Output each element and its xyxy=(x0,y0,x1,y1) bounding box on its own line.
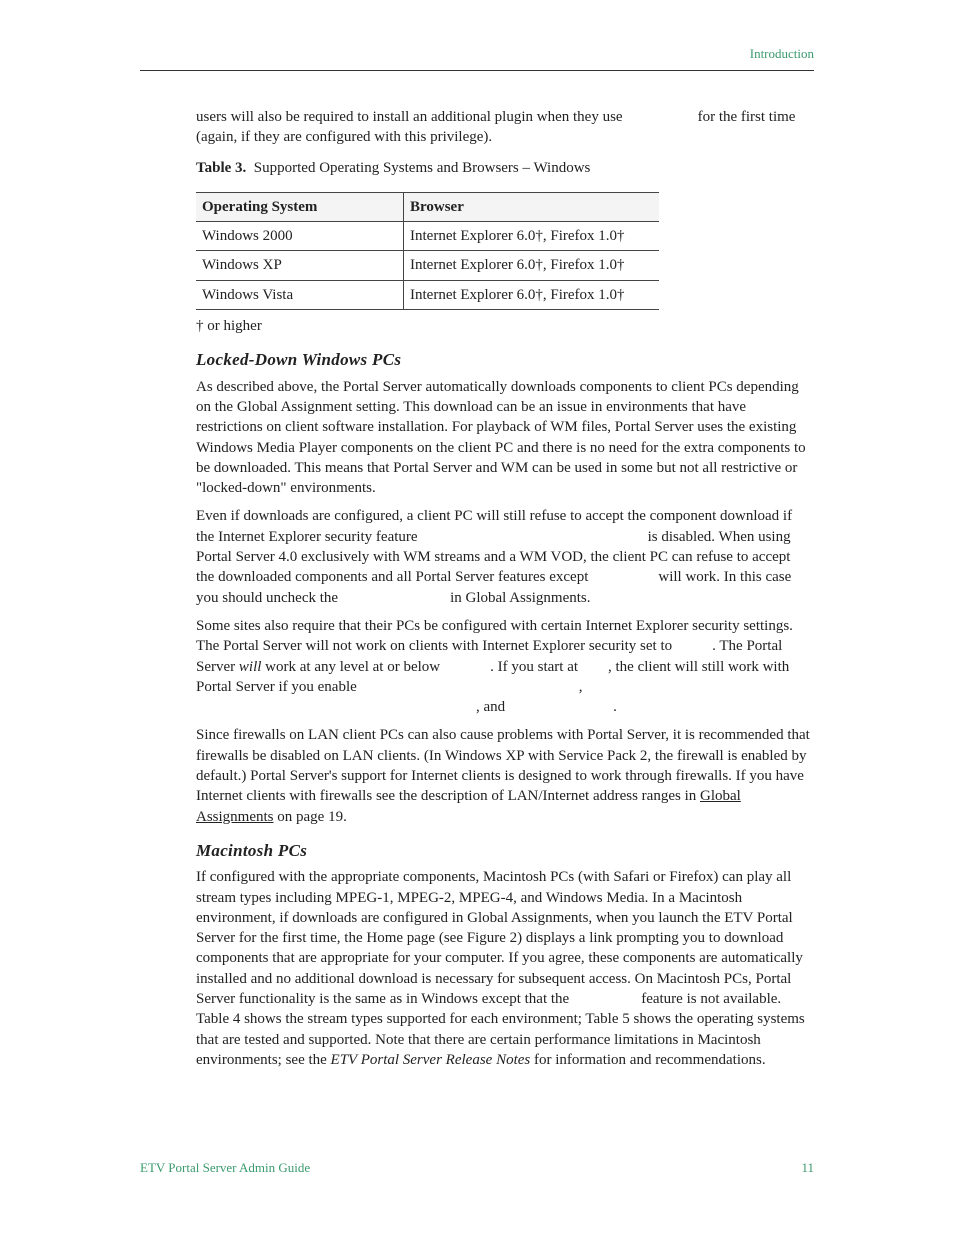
locked-p2-text-c: will work. In this case you should uncheck the xyxy=(196,569,792,606)
os-browser-table xyxy=(196,192,659,310)
locked-p2-text-d: in Global Assignments. xyxy=(450,589,591,606)
table-caption xyxy=(196,158,812,178)
locked-paragraph-4 xyxy=(196,725,812,826)
locked-p3-text-e: . If you start at xyxy=(490,658,579,675)
locked-p3-text-f: , the client will still work with Portal Server if you enable xyxy=(196,658,790,695)
mac-text-a: If configured with the appropriate components, Macintosh PCs (with Safari or Firefox) can play all stream types including MPEG-1, MPEG-2, MPEG-4, and Windows Media. In a Macintosh environment, if downloads are configured in Global Assignments, when you launch the ETV Portal Server for the first time, the Home page (see Figure 2) displays a link prompting you to download components that are appropriate for your computer. If you agree, these components are automatically installed and no additional download is necessary for subsequent access. On Macintosh PCs, Portal Server functionality is the same as in Windows except that the xyxy=(196,869,803,1007)
locked-p3-text-b: . The Portal Server xyxy=(196,638,783,675)
col-header-browser: Browser xyxy=(404,192,660,221)
locked-paragraph-1: As described above, the Portal Server automatically downloads components to client PCs depending on the Global Assignment setting. This download can be an issue in environments that have restrictions on client software installation. For playback of WM files, Portal Server uses the existing Windows Media Player components on the client PC and there is no need for the extra components to be downloaded. This means that Portal Server and WM can be used in some but not all restrictive or "locked-down" environments. xyxy=(196,378,806,497)
table-cell-browser: Internet Explorer 6.0†, Firefox 1.0† xyxy=(404,251,660,280)
locked-p2-text-a: Even if downloads are configured, a client PC will still refuse to accept the component download if the Internet Explorer security feature xyxy=(196,508,793,545)
page-number: 11 xyxy=(801,1160,814,1175)
col-header-os: Operating System xyxy=(196,192,404,221)
table-cell-os: Windows XP xyxy=(196,251,404,280)
table-cell-browser: Internet Explorer 6.0†, Firefox 1.0† xyxy=(404,280,660,309)
table-footnote: † or higher xyxy=(196,318,262,335)
locked-p3-text-a: Some sites also require that their PCs be configured with certain Internet Explorer security settings. The Portal Server will not work on clients with Internet Explorer security set to xyxy=(196,617,793,655)
locked-p4-text-b: on page 19. xyxy=(277,808,347,825)
locked-p3-text-g: , xyxy=(578,678,583,695)
locked-paragraph-2 xyxy=(196,506,812,607)
table-row xyxy=(196,280,659,309)
heading-locked-down: Locked-Down Windows PCs xyxy=(196,350,402,370)
locked-p3-emphasis: will xyxy=(238,658,262,675)
locked-p3-text-i: . xyxy=(613,699,617,716)
mac-paragraph xyxy=(196,867,812,1070)
release-notes-title: ETV Portal Server Release Notes xyxy=(330,1051,531,1068)
header-rule xyxy=(140,70,814,71)
locked-p2-text-b: is disabled. When using Portal Server 4.0 exclusively with WM streams and a WM VOD, the client PC can refuse to accept the downloaded components and all Portal Server features except xyxy=(196,528,791,586)
heading-macintosh: Macintosh PCs xyxy=(196,840,308,860)
intro-text-b: for the first time (again, if they are configured with this privilege). xyxy=(196,109,796,146)
locked-p3-text-h: , and xyxy=(476,699,506,716)
running-header: Introduction xyxy=(749,46,814,61)
mac-text-d: for information and recommendations. xyxy=(533,1051,766,1068)
locked-p3-text-d: work at any level at or below xyxy=(265,658,441,675)
mac-text-b: feature is not available. Table 4 shows the stream types supported for each environment; Table 5 shows the operating systems that are tested and supported. Note that there are certain performance limitations in Macintosh environments; see the xyxy=(196,990,805,1068)
table-header-row xyxy=(196,192,659,221)
table-cell-browser: Internet Explorer 6.0†, Firefox 1.0† xyxy=(404,222,660,251)
table-caption-label: Table 3. xyxy=(196,159,247,176)
intro-paragraph xyxy=(196,107,812,148)
locked-paragraph-3 xyxy=(196,616,812,717)
intro-text-a: users will also be required to install an additional plugin when they use xyxy=(196,109,623,125)
footer-title: ETV Portal Server Admin Guide xyxy=(140,1160,311,1175)
table-cell-os: Windows 2000 xyxy=(196,222,404,251)
global-assignments-link[interactable]: Global Assignments xyxy=(196,788,741,825)
table-row xyxy=(196,222,659,251)
page-body xyxy=(196,107,812,1078)
locked-p4-text-a: Since firewalls on LAN client PCs can also cause problems with Portal Server, it is recommended that firewalls be disabled on LAN clients. (In Windows XP with Service Pack 2, the firewall is enabled by default.) Portal Server's support for Internet clients is designed to work through firewalls. If you have Internet clients with firewalls see the description of LAN/Internet address ranges in xyxy=(196,727,810,805)
table-row xyxy=(196,251,659,280)
table-cell-os: Windows Vista xyxy=(196,280,404,309)
table-caption-title: Supported Operating Systems and Browsers – Windows xyxy=(253,159,591,176)
